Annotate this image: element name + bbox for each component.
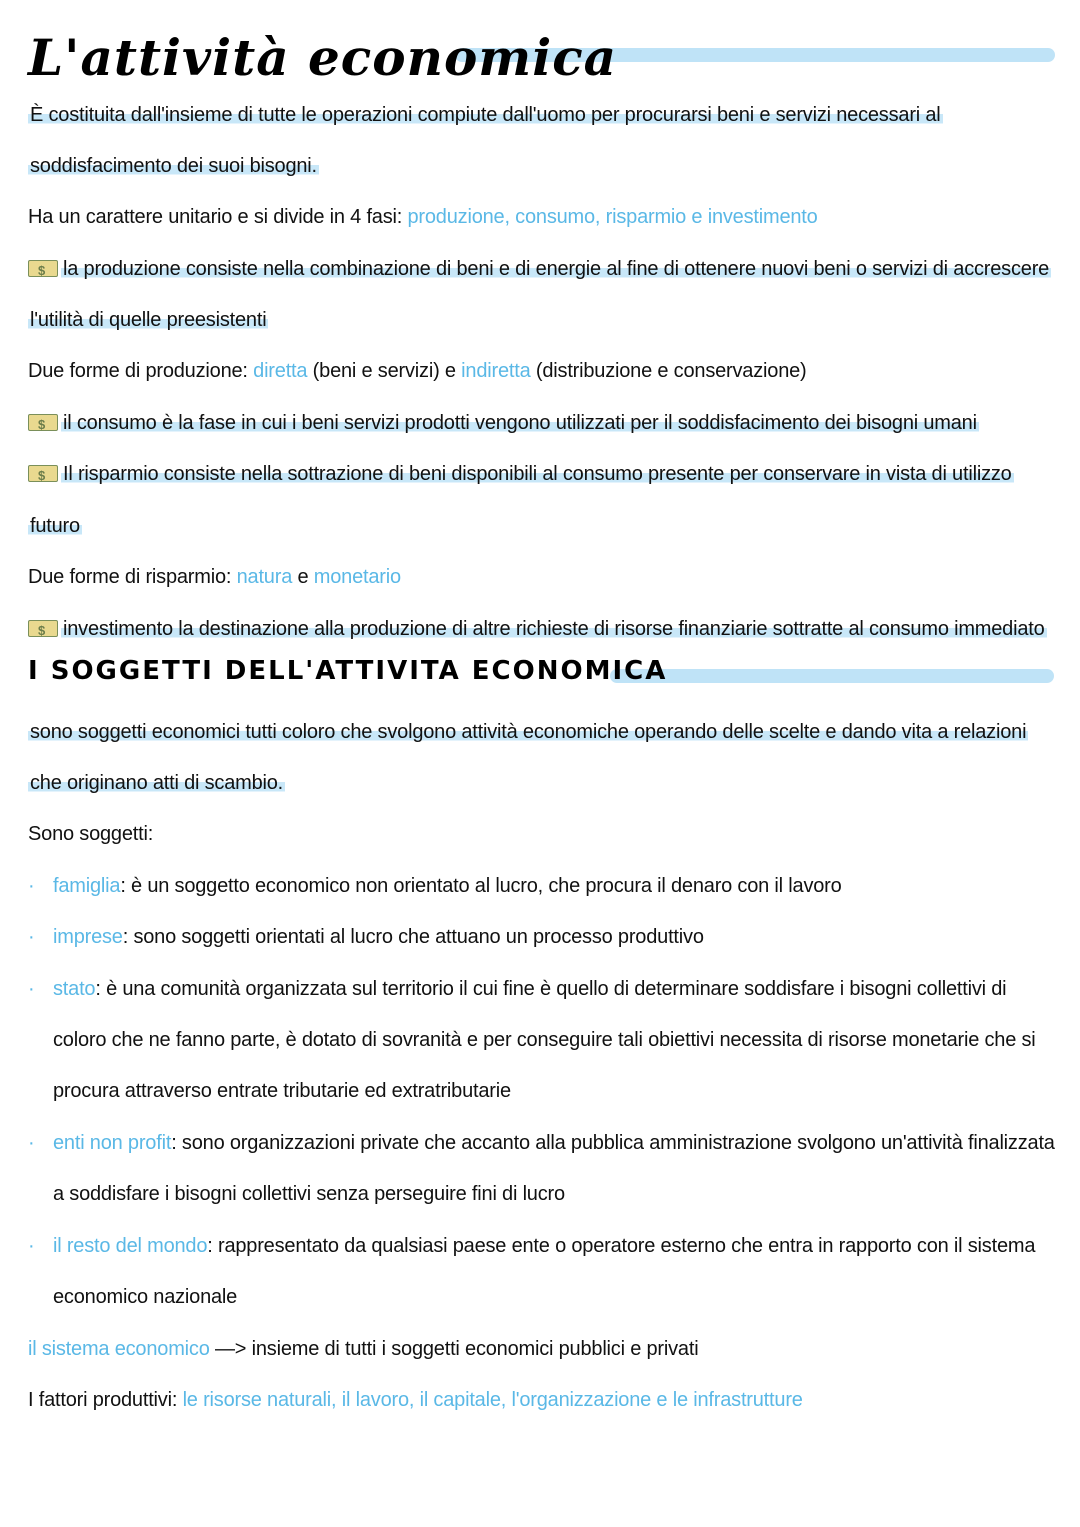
title-text: L'attività economica	[28, 28, 618, 87]
soggetti-intro-line-1	[28, 719, 1028, 745]
money-bill-icon	[28, 414, 58, 431]
produzione-text-1: la produzione consiste nella combinazione di beni e di energie al fine di ottenere nuovi beni o servizi di accrescere	[63, 258, 1050, 280]
mondo-def-2: economico nazionale	[53, 1286, 238, 1308]
forme-prod-diretta: diretta	[253, 360, 308, 382]
nonprofit-def-1: : sono organizzazioni private che accanto alla pubblica amministrazione svolgono un'attività finalizzata	[171, 1132, 1055, 1154]
forme-prod-prefix: Due forme di produzione:	[28, 360, 254, 382]
phases-prefix: Ha un carattere unitario e si divide in 4 fasi:	[28, 206, 408, 228]
bullet-dot: ·	[28, 978, 35, 1000]
fattori-list: le risorse naturali, il lavoro, il capitale, l'organizzazione e le infrastrutture	[182, 1389, 803, 1411]
fattori-prefix: I fattori produttivi:	[28, 1389, 183, 1411]
intro-text-1: È costituita dall'insieme di tutte le operazioni compiute dall'uomo per procurarsi beni e servizi necessari al	[30, 104, 941, 126]
stato-line-2	[53, 1027, 1036, 1053]
phases-line	[28, 204, 818, 230]
famiglia-def: : è un soggetto economico non orientato al lucro, che procura il denaro con il lavoro	[120, 875, 842, 897]
soggetti-intro-line-2	[28, 770, 285, 796]
list-item-mondo	[53, 1233, 1035, 1259]
produzione-line-1	[28, 256, 1051, 282]
bullet-dot: ·	[28, 926, 35, 948]
produzione-text-2: l'utilità di quelle preesistenti	[30, 309, 267, 331]
bullet-dot: ·	[28, 1235, 35, 1257]
forme-risp-mid: e	[292, 566, 314, 588]
risparmio-text-1: Il risparmio consiste nella sottrazione di beni disponibili al consumo presente per conservare in vista di utilizzo	[63, 463, 1012, 485]
produzione-line-2	[28, 307, 268, 333]
forme-risparmio-line	[28, 564, 401, 590]
intro-line-2	[28, 153, 319, 179]
list-item-stato	[53, 976, 1006, 1002]
consumo-line	[28, 410, 979, 436]
consumo-text: il consumo è la fase in cui i beni servizi prodotti vengono utilizzati per il soddisfacimento dei bisogni umani	[63, 412, 977, 434]
risparmio-line-2	[28, 513, 82, 539]
nonprofit-def-2: a soddisfare i bisogni collettivi senza perseguire fini di lucro	[53, 1183, 565, 1205]
phases-list: produzione, consumo, risparmio e investimento	[407, 206, 818, 228]
stato-def-2: coloro che ne fanno parte, è dotato di sovranità e per conseguire tali obiettivi necessita di risorse monetarie che si	[53, 1029, 1036, 1051]
stato-line-3	[53, 1078, 511, 1104]
money-bill-icon	[28, 465, 58, 482]
sistema-term: il sistema economico	[28, 1338, 210, 1360]
mondo-line-2	[53, 1284, 237, 1310]
bullet-dot: ·	[28, 1132, 35, 1154]
list-item-nonprofit	[53, 1130, 1055, 1156]
section-title-soggetti	[28, 656, 667, 686]
mondo-term: il resto del mondo	[53, 1235, 208, 1257]
money-bill-icon	[28, 620, 58, 637]
risparmio-text-2: futuro	[30, 515, 80, 537]
imprese-def: : sono soggetti orientati al lucro che attuano un processo produttivo	[122, 926, 704, 948]
forme-risp-monetario: monetario	[313, 566, 401, 588]
fattori-line	[28, 1387, 803, 1413]
forme-prod-mid: (beni e servizi) e	[307, 360, 462, 382]
money-bill-icon	[28, 260, 58, 277]
bullet-dot: ·	[28, 875, 35, 897]
list-item-famiglia	[53, 873, 842, 899]
famiglia-term: famiglia	[53, 875, 121, 897]
section-title-attivita	[28, 28, 617, 87]
title-underline-bar	[610, 669, 1054, 683]
intro-line-1	[28, 102, 943, 128]
sono-soggetti-line	[28, 821, 153, 847]
investimento-text: investimento la destinazione alla produzione di altre richieste di risorse finanziarie sottratte al consumo immediato	[63, 618, 1045, 640]
risparmio-line-1	[28, 461, 1014, 487]
investimento-line	[28, 616, 1047, 642]
stato-term: stato	[53, 978, 96, 1000]
soggetti-intro-text-2: che originano atti di scambio.	[30, 772, 284, 794]
forme-produzione-line	[28, 358, 807, 384]
sistema-line	[28, 1336, 698, 1362]
sono-soggetti-text: Sono soggetti:	[28, 823, 154, 845]
nonprofit-line-2	[53, 1181, 565, 1207]
imprese-term: imprese	[53, 926, 123, 948]
stato-def-1: : è una comunità organizzata sul territorio il cui fine è quello di determinare soddisfare i bisogni collettivi di	[95, 978, 1007, 1000]
forme-prod-indiretta: indiretta	[461, 360, 531, 382]
forme-risp-prefix: Due forme di risparmio:	[28, 566, 237, 588]
forme-prod-suffix: (distribuzione e conservazione)	[530, 360, 807, 382]
mondo-def-1: : rappresentato da qualsiasi paese ente o operatore esterno che entra in rapporto con il sistema	[207, 1235, 1036, 1257]
sistema-def: —> insieme di tutti i soggetti economici pubblici e privati	[209, 1338, 699, 1360]
intro-text-2: soddisfacimento dei suoi bisogni.	[30, 155, 317, 177]
nonprofit-term: enti non profit	[53, 1132, 172, 1154]
list-item-imprese	[53, 924, 704, 950]
forme-risp-natura: natura	[236, 566, 293, 588]
stato-def-3: procura attraverso entrate tributarie ed extratributarie	[53, 1080, 511, 1102]
soggetti-intro-text-1: sono soggetti economici tutti coloro che svolgono attività economiche operando delle scelte e dando vita a relazioni	[30, 721, 1027, 743]
title-text: I SOGGETTI DELL'ATTIVITA ECONOMICA	[28, 656, 668, 686]
